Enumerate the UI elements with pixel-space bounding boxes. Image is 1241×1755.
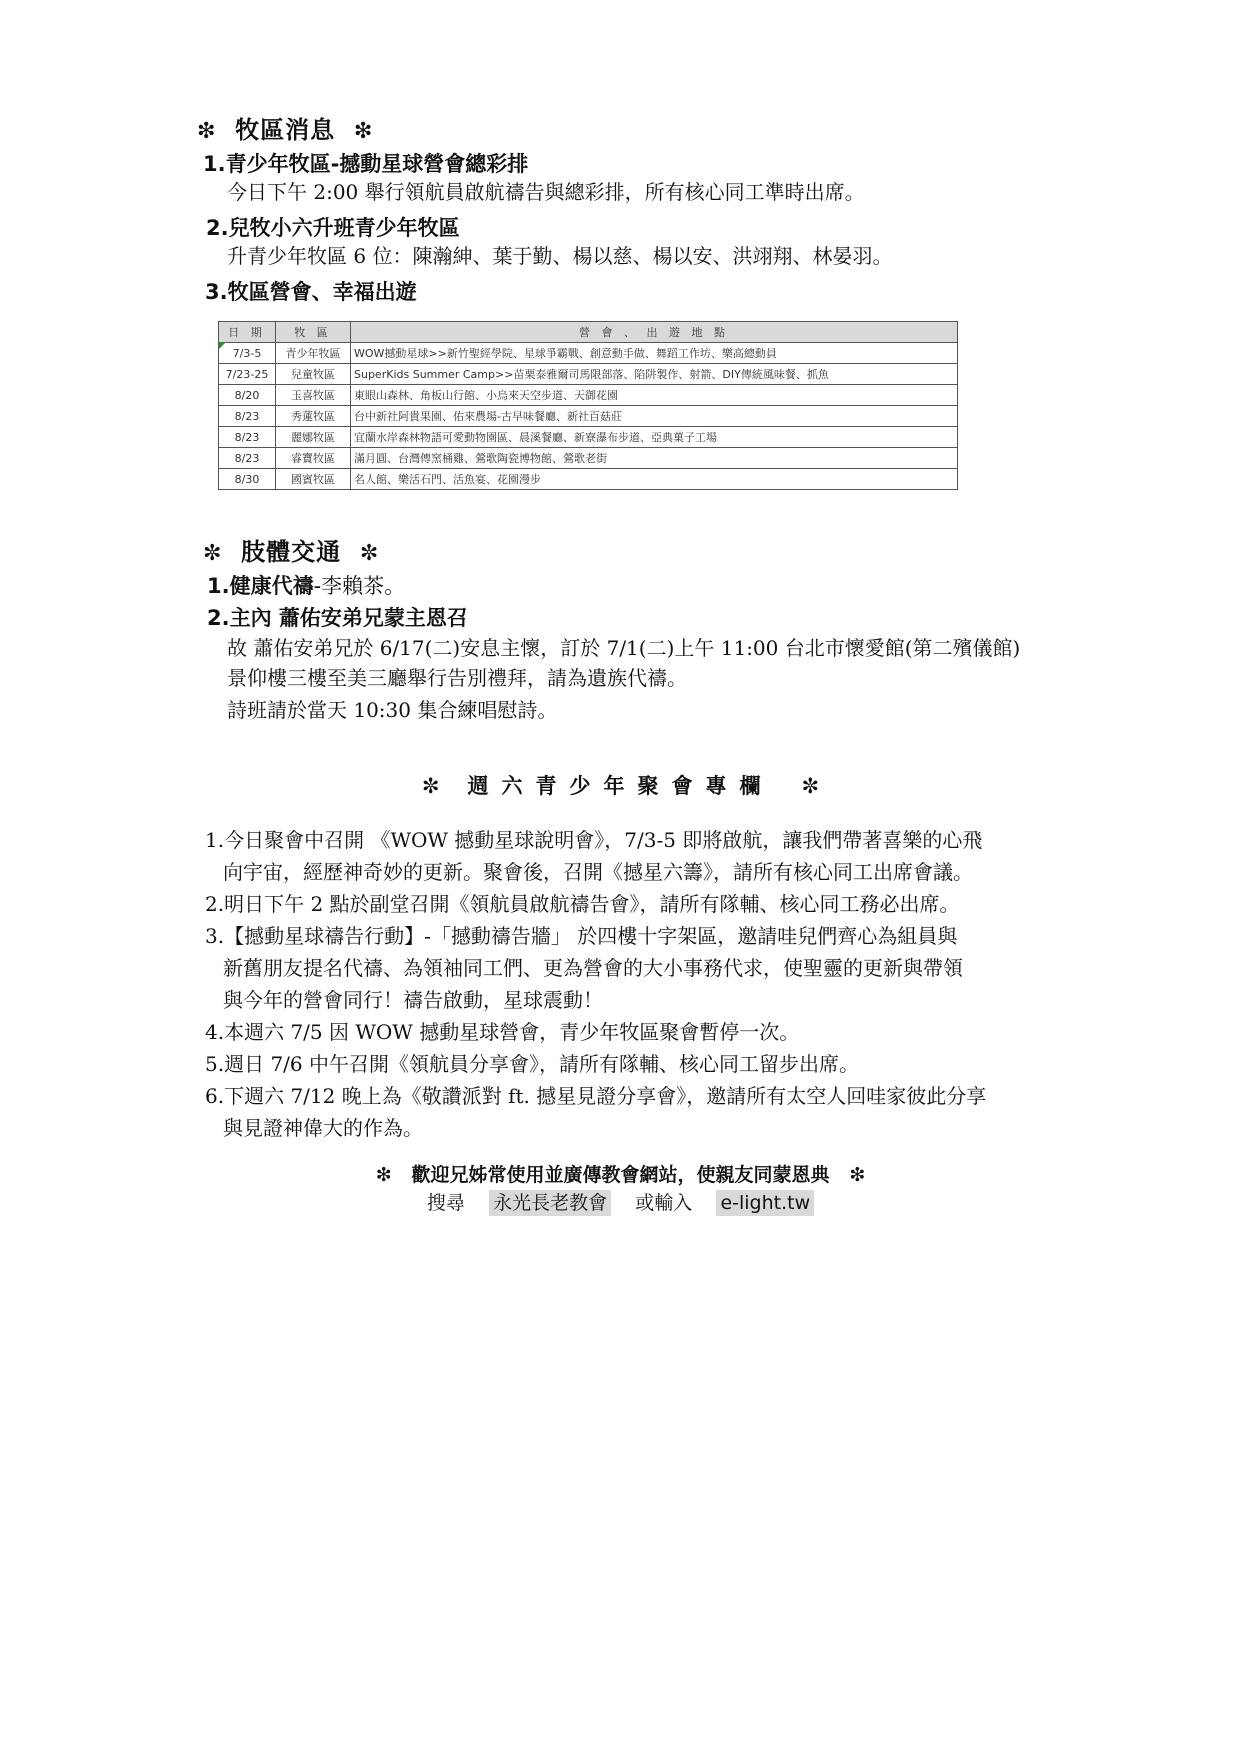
youth-line-10: 與見證神偉大的作為。 [223,1116,423,1140]
table-row [219,427,958,448]
table-cell-place: 滿月圓、台灣傳窯桶雞、鶯歌陶瓷博物館、鶯歌老街 [351,448,958,469]
table-row [219,448,958,469]
member-item-1 [207,570,405,600]
table-header-place: 營 會 、 出 遊 地 點 [351,322,958,343]
website-search-hint [0,1188,1241,1215]
table-cell-date: 8/23 [219,448,276,469]
table-cell-date: 7/3-5 [219,343,276,364]
flower-star-icon: ❇ [375,1164,392,1186]
table-row [219,469,958,490]
flower-star-icon: ❇ [849,1164,866,1186]
member-item-2-line-3: 詩班請於當天 10:30 集合練唱慰詩。 [227,698,558,722]
table-cell-area: 兒童牧區 [276,364,351,385]
table-cell-area: 玉喜牧區 [276,385,351,406]
youth-line-8: 5.週日 7/6 中午召開《領航員分享會》，請所有隊輔、核心同工留步出席。 [205,1052,859,1076]
asterisk-star-icon: ✼ [203,541,223,566]
youth-line-2: 向宇宙，經歷神奇妙的更新。聚會後，召開《撼星六籌》，請所有核心同工出席會議。 [223,860,973,884]
table-cell-place: WOW撼動星球>>新竹聖經學院、星球爭霸戰、創意動手做、舞蹈工作坊、樂高總動員 [351,343,958,364]
table-header-area: 牧 區 [276,322,351,343]
asterisk-star-icon: ✼ [359,541,380,566]
section-title-text: 週六青少年聚會專欄 [467,774,774,798]
table-row [219,385,958,406]
table-cell-place: 東眼山森林、角板山行館、小烏來天空步道、天御花園 [351,385,958,406]
member-item-1-heading: 1.健康代禱 [207,574,314,598]
asterisk-star-icon: ✼ [801,774,820,798]
table-row [219,406,958,427]
cell-comment-marker-icon [219,342,226,349]
youth-line-4: 3.【撼動星球禱告行動】-「撼動禱告牆」 於四樓十字架區，邀請哇兒們齊心為組員與 [205,924,958,948]
website-url: e-light.tw [716,1190,814,1216]
flower-star-icon: ❇ [353,119,374,144]
table-header-date: 日 期 [219,322,276,343]
table-cell-date: 7/23-25 [219,364,276,385]
table-row [219,364,958,385]
table-cell-place: 台中新社阿貴果園、佑來農場-古早味餐廳、新社百菇莊 [351,406,958,427]
youth-line-9: 6.下週六 7/12 晚上為《敬讚派對 ft. 撼星見證分享會》，邀請所有太空人回哇家彼此分享 [205,1084,987,1108]
news-item-2-heading: 2.兒牧小六升班青少年牧區 [206,216,460,240]
asterisk-star-icon: ✼ [421,774,440,798]
table-cell-area: 麗娜牧區 [276,427,351,448]
table-cell-date: 8/23 [219,427,276,448]
section-title-text: 肢體交通 [241,538,342,566]
member-item-2-heading: 2.主內 蕭佑安弟兄蒙主恩召 [207,606,468,630]
news-item-1-body: 今日下午 2:00 舉行領航員啟航禱告與總彩排，所有核心同工準時出席。 [227,180,865,204]
table-cell-place: 宜蘭水岸森林物語可愛動物園區、晨溪餐廳、新寮瀑布步道、亞典菓子工場 [351,427,958,448]
news-item-1-heading: 1.青少年牧區-撼動星球營會總彩排 [203,152,529,176]
table-cell-place: SuperKids Summer Camp>>苗栗泰雅爾司馬限部落、陷阱製作、射箭、DIY傳統風味餐、抓魚 [351,364,958,385]
youth-line-3: 2.明日下午 2 點於副堂召開《領航員啟航禱告會》，請所有隊輔、核心同工務必出席。 [205,892,960,916]
table-cell-area: 國賓牧區 [276,469,351,490]
member-item-2-line-1: 故 蕭佑安弟兄於 6/17(二)安息主懷，訂於 7/1(二)上午 11:00 台北市懷愛館(第二殯儀館) [227,636,1021,660]
member-item-1-detail: -李賴茶。 [313,574,406,598]
youth-line-7: 4.本週六 7/5 因 WOW 撼動星球營會，青少年牧區聚會暫停一次。 [205,1020,800,1044]
youth-line-1: 1.今日聚會中召開 《WOW 撼動星球說明會》，7/3-5 即將啟航，讓我們帶著喜樂的心飛 [205,828,983,852]
news-item-2-body: 升青少年牧區 6 位：陳瀚紳、葉于勤、楊以慈、楊以安、洪翊翔、林晏羽。 [227,244,893,268]
search-term-highlight: 永光長老教會 [489,1190,611,1216]
news-item-3-heading: 3.牧區營會、幸福出遊 [205,280,417,304]
youth-line-6: 與今年的營會同行！禱告啟動，星球震動！ [223,988,603,1012]
table-cell-date: 8/23 [219,406,276,427]
table-cell-date: 8/30 [219,469,276,490]
website-promo [0,1160,1241,1187]
flower-star-icon: ❇ [197,119,217,144]
table-header-row [219,322,958,343]
search-label: 搜尋 [426,1192,465,1214]
table-cell-date: 8/20 [219,385,276,406]
section-title-pastoral-news [197,110,373,145]
member-item-2-line-2: 景仰樓三樓至美三廳舉行告別禮拜，請為遺族代禱。 [227,666,687,690]
table-cell-area: 秀蓮牧區 [276,406,351,427]
table-cell-area: 青少年牧區 [276,343,351,364]
table-cell-area: 睿寶牧區 [276,448,351,469]
table-cell-place: 名人館、樂活石門、活魚宴、花園漫步 [351,469,958,490]
youth-line-5: 新舊朋友提名代禱、為領袖同工們、更為營會的大小事務代求，使聖靈的更新與帶領 [223,956,963,980]
section-title-youth-column [0,770,1241,800]
table-row [219,343,958,364]
website-promo-text: 歡迎兄姊常使用並廣傳教會網站，使親友同蒙恩典 [411,1164,830,1186]
section-title-member-news [203,532,379,567]
camp-outing-schedule-table [218,321,958,490]
section-title-text: 牧區消息 [235,116,336,144]
or-enter-label: 或輸入 [635,1192,693,1214]
